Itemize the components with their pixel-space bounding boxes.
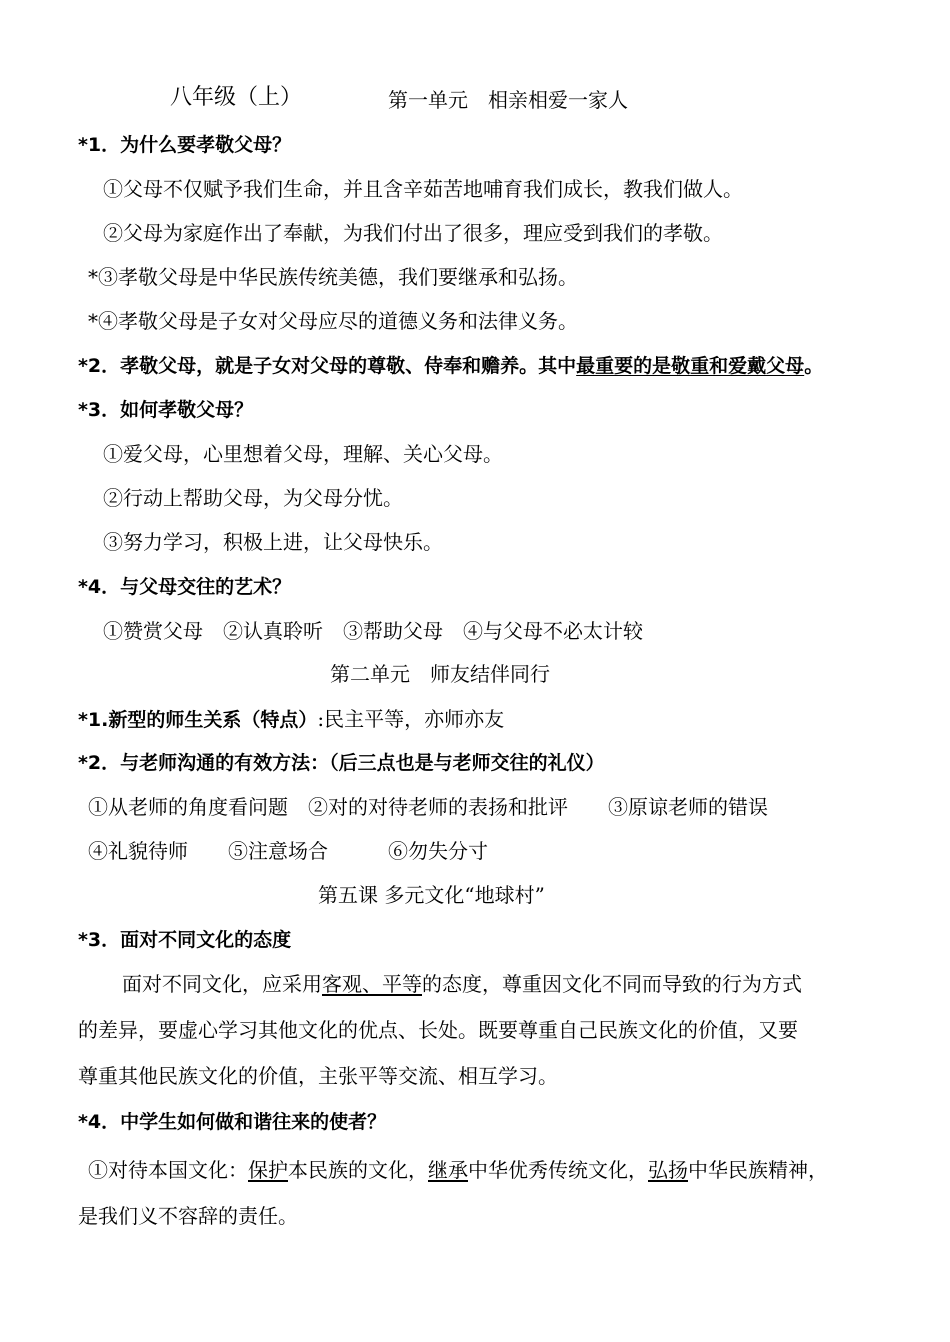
l5-question-3: *3．面对不同文化的态度 bbox=[78, 929, 292, 951]
l5-paragraph-line-1 bbox=[122, 970, 802, 998]
l5-paragraph-line-2: 的差异，要虚心学习其他文化的优点、长处。既要尊重自己民族文化的价值，又要 bbox=[78, 1018, 798, 1042]
u1-question-4: *4．与父母交往的艺术？ bbox=[78, 576, 292, 598]
u1-question-1: *1．为什么要孝敬父母？ bbox=[78, 134, 292, 156]
l5-answer-1-line-2: 是我们义不容辞的责任。 bbox=[78, 1204, 298, 1228]
u1-q1-item-3: *③孝敬父母是中华民族传统美德，我们要继承和弘扬。 bbox=[88, 265, 578, 289]
u2-q1-label: *1.新型的师生关系（特点） bbox=[78, 709, 318, 731]
u1-q4-items: ①赞赏父母 ②认真聆听 ③帮助父母 ④与父母不必太计较 bbox=[103, 619, 643, 643]
l5-a1-mid-3: 中华民族精神， bbox=[688, 1158, 828, 1182]
l5-a1-inherit: 继承 bbox=[428, 1158, 468, 1182]
l5-a1-carry-forward: 弘扬 bbox=[648, 1158, 688, 1182]
l5-p-text-a: 面对不同文化，应采用 bbox=[122, 972, 322, 996]
u1-question-2 bbox=[78, 352, 823, 380]
u2-question-1 bbox=[78, 705, 504, 734]
u1-q2-end: 。 bbox=[804, 355, 824, 377]
u1-q1-item-4: *④孝敬父母是子女对父母应尽的道德义务和法律义务。 bbox=[88, 309, 578, 333]
l5-a1-mid-2: 中华优秀传统文化， bbox=[468, 1158, 648, 1182]
u1-q3-item-1: ①爱父母，心里想着父母，理解、关心父母。 bbox=[103, 442, 503, 466]
l5-a1-protect: 保护 bbox=[248, 1158, 288, 1182]
l5-answer-1-line-1 bbox=[88, 1156, 828, 1184]
u1-q2-underlined: 最重要的是敬重和爱戴父母 bbox=[576, 355, 805, 377]
grade-title: 八年级（上） bbox=[170, 85, 303, 110]
l5-a1-prefix: ①对待本国文化： bbox=[88, 1158, 248, 1182]
u1-q3-item-2: ②行动上帮助父母，为父母分忧。 bbox=[103, 486, 403, 510]
u1-q3-item-3: ③努力学习，积极上进，让父母快乐。 bbox=[103, 530, 443, 554]
l5-question-4: *4．中学生如何做和谐往来的使者？ bbox=[78, 1111, 387, 1133]
l5-paragraph-line-3: 尊重其他民族文化的价值，主张平等交流、相互学习。 bbox=[78, 1064, 558, 1088]
u1-q1-item-2: ②父母为家庭作出了奉献，为我们付出了很多，理应受到我们的孝敬。 bbox=[103, 221, 723, 245]
u2-question-2: *2．与老师沟通的有效方法：（后三点也是与老师交往的礼仪） bbox=[78, 752, 605, 774]
u2-q2-row-1: ①从老师的角度看问题 ②对的对待老师的表扬和批评 ③原谅老师的错误 bbox=[88, 795, 768, 819]
unit-2-title: 第二单元 师友结伴同行 bbox=[330, 662, 550, 686]
u1-question-3: *3．如何孝敬父母？ bbox=[78, 399, 254, 421]
unit-1-title: 第一单元 相亲相爱一家人 bbox=[388, 88, 628, 112]
l5-p-text-b: 的态度，尊重因文化不同而导致的行为方式 bbox=[422, 972, 802, 996]
l5-p-underlined: 客观、平等 bbox=[322, 972, 422, 996]
u1-q1-item-1: ①父母不仅赋予我们生命，并且含辛茹苦地哺育我们成长，教我们做人。 bbox=[103, 177, 743, 201]
u2-q1-answer: :民主平等，亦师亦友 bbox=[317, 707, 505, 731]
l5-a1-mid-1: 本民族的文化， bbox=[288, 1158, 428, 1182]
u2-q2-row-2: ④礼貌待师 ⑤注意场合 ⑥勿失分寸 bbox=[88, 839, 488, 863]
u1-q2-text: *2．孝敬父母，就是子女对父母的尊敬、侍奉和赡养。其中 bbox=[78, 355, 577, 377]
lesson-5-title: 第五课 多元文化“地球村” bbox=[318, 883, 545, 907]
